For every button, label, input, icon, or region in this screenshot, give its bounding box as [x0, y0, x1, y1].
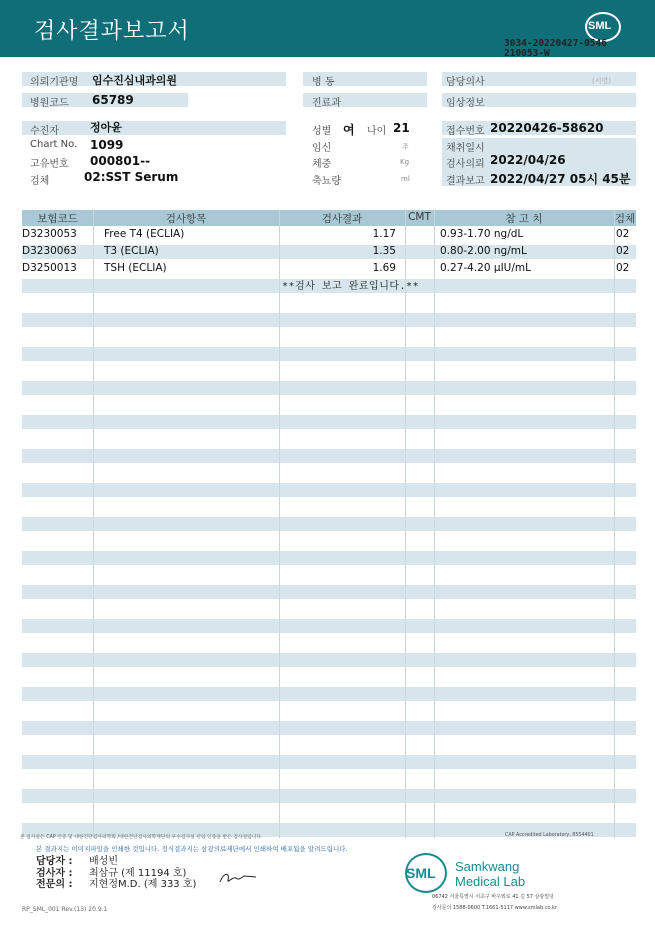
row-specimen: 02: [616, 228, 630, 240]
supervisor-label: 담당자 :: [36, 856, 73, 867]
age-value: 21: [393, 121, 410, 135]
tester-label: 검사자 :: [36, 868, 73, 879]
table-stripe: [22, 585, 636, 599]
receipt-label: 접수번호: [446, 126, 485, 137]
id-value: 000801--: [90, 154, 151, 168]
collection-label: 채취일시: [446, 143, 485, 154]
urine-label: 축뇨량: [312, 176, 341, 187]
header-specimen: 검체: [614, 213, 636, 225]
id-label: 고유번호: [30, 159, 69, 170]
header-reference: 참 고 치: [505, 213, 543, 225]
table-stripe: [22, 551, 636, 565]
table-stripe: [22, 653, 636, 667]
column-divider: [279, 210, 280, 838]
report-title: 검사결과보고서: [34, 19, 190, 44]
row-specimen: 02: [616, 262, 630, 274]
row-result: 1.17: [372, 228, 396, 240]
age-label: 나이: [367, 126, 387, 137]
tester-name: 최삼규 (제 11194 호): [89, 868, 187, 879]
cap-id: CAP Accredited Laboratory, 8554401: [505, 833, 594, 838]
table-stripe: [22, 721, 636, 735]
cap-note: 본 검사실은 CAP 인증 및 대한진단검사의학회 /대한진단검사의학재단의 우수검사실 신임 인증을 받은 검사실입니다.: [20, 835, 263, 840]
lab-address: 06742 서울특별시 서초구 바우뫼로 41 길 57 삼광빌딩: [432, 894, 554, 900]
row-code: D3250013: [22, 262, 77, 274]
patient-label: 수진자: [30, 126, 59, 137]
report-date-value: 2022/04/27 05시 45분: [490, 172, 631, 186]
form-code: RP_SML_001 Rev.(13) 20.9.1: [22, 906, 108, 913]
weight-unit: Kg: [400, 158, 410, 166]
specimen-label: 검체: [30, 176, 50, 187]
column-divider: [434, 210, 435, 838]
column-divider: [93, 210, 94, 838]
table-stripe: [22, 517, 636, 531]
specimen-value: 02:SST Serum: [84, 170, 179, 184]
doctor-sign-placeholder: (서명): [592, 77, 611, 85]
request-date-label: 검사의뢰: [446, 159, 485, 170]
chart-label: Chart No.: [30, 139, 78, 150]
specialist-label: 전문의 :: [36, 879, 73, 890]
row-item: T3 (ECLIA): [104, 245, 159, 257]
header-result: 검사결과: [321, 213, 363, 225]
table-stripe: [22, 789, 636, 803]
ward-label: 병 동: [312, 77, 335, 88]
table-stripe: [22, 619, 636, 633]
table-stripe: [22, 415, 636, 429]
row-result: 1.35: [372, 245, 396, 257]
info-band: [22, 121, 286, 135]
sex-label: 성별: [312, 126, 332, 137]
row-specimen: 02: [616, 245, 630, 257]
column-divider: [405, 210, 406, 838]
request-number-line-2: 210053-W: [504, 48, 550, 59]
table-stripe: [22, 483, 636, 497]
column-divider: [614, 210, 615, 838]
print-notice: 본 결과지는 이미지파일을 인쇄한 것입니다. 정식결과지는 삼광의료재단에서 인쇄하여 배포됨을 알려드립니다.: [36, 845, 348, 853]
hospital-code-value: 65789: [92, 93, 134, 107]
header-insurance-code: 보험코드: [37, 213, 78, 225]
pregnancy-unit: 주: [402, 143, 409, 151]
dept-label: 진료과: [312, 98, 341, 109]
lab-name-line-2: Medical Lab: [455, 874, 526, 889]
chart-value: 1099: [90, 138, 124, 152]
completion-note: **검사 보고 완료입니다.**: [282, 281, 420, 292]
row-reference: 0.93-1.70 ng/dL: [440, 228, 524, 240]
weight-label: 체중: [312, 159, 332, 170]
table-stripe: [22, 381, 636, 395]
report-date-label: 결과보고: [446, 176, 485, 187]
hospital-code-label: 병원코드: [30, 98, 69, 109]
lab-logo-text: SML: [406, 865, 436, 881]
lab-contact: 검사문의 1588-0600 T.1661-5117 www.smlab.co.kr: [432, 905, 557, 911]
row-item: Free T4 (ECLIA): [104, 228, 185, 240]
request-date-value: 2022/04/26: [490, 153, 566, 167]
table-stripe: [22, 687, 636, 701]
row-code: D3230053: [22, 228, 77, 240]
institution-value: 임수진심내과의원: [92, 74, 178, 87]
clinical-label: 임상정보: [446, 98, 485, 109]
receipt-value: 20220426-58620: [490, 121, 604, 135]
table-stripe: [22, 755, 636, 769]
header-test-item: 검사항목: [165, 213, 207, 225]
lab-name-line-1: Samkwang: [455, 859, 520, 874]
sex-value: 여: [343, 123, 355, 137]
supervisor-name: 배성빈: [89, 856, 118, 867]
pregnancy-label: 임신: [312, 143, 332, 154]
lab-name: [455, 859, 525, 889]
request-number-line-1: 3034-20220427-0546: [504, 38, 607, 49]
signature-icon: [218, 870, 258, 886]
table-stripe: [22, 347, 636, 361]
logo-text: SML: [588, 20, 612, 32]
row-code: D3230063: [22, 245, 77, 257]
table-stripe: [22, 313, 636, 327]
request-number: [504, 39, 607, 59]
row-item: TSH (ECLIA): [104, 262, 167, 274]
table-stripe: [22, 449, 636, 463]
institution-label: 의뢰기관명: [30, 77, 79, 88]
doctor-label: 담당의사: [446, 77, 485, 88]
row-result: 1.69: [372, 262, 396, 274]
header-cmt: CMT: [408, 211, 431, 223]
lab-logo-icon: [405, 853, 447, 893]
urine-unit: ml: [401, 175, 410, 183]
specialist-name: 지현정M.D. (제 333 호): [89, 879, 197, 890]
row-reference: 0.27-4.20 μIU/mL: [440, 262, 531, 274]
row-reference: 0.80-2.00 ng/mL: [440, 245, 527, 257]
patient-value: 정아윤: [90, 121, 122, 134]
